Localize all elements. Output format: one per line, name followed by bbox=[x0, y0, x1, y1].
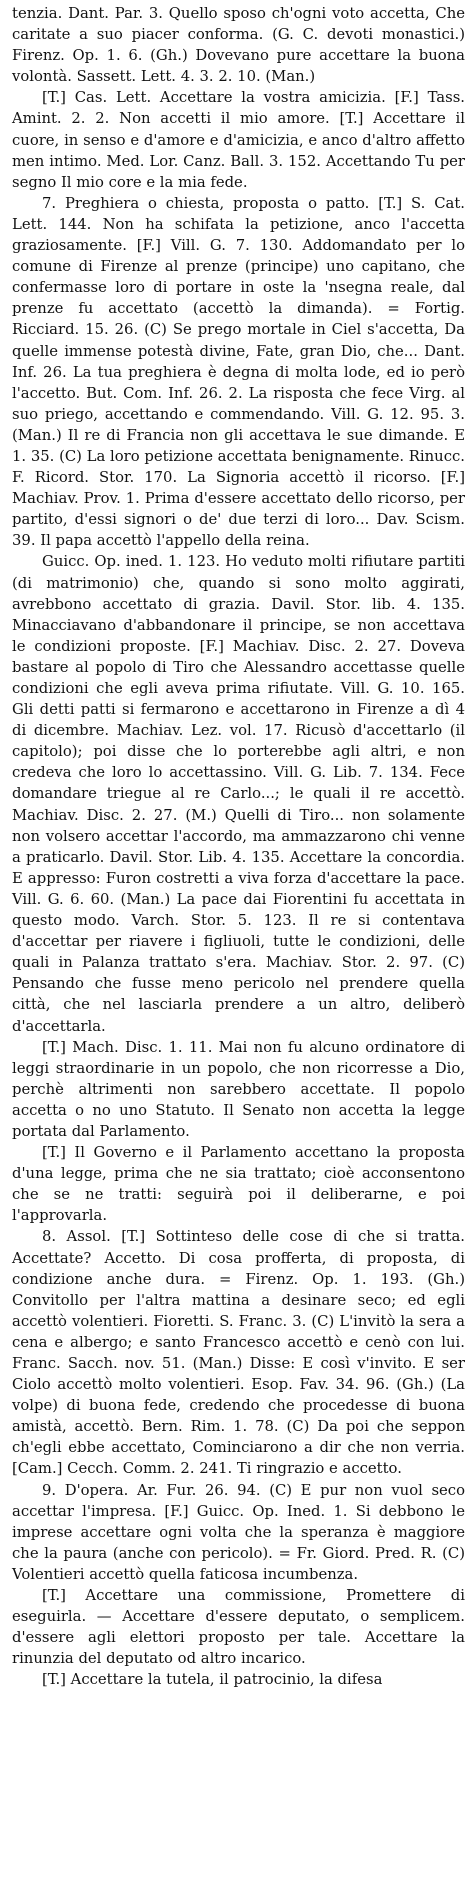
entry-paragraph: Guicc. Op. ined. 1. 123. Ho veduto molti rifiutare partiti (di matrimonio) che, quando si sono molto aggirati, avrebbono accettato di grazia. Davil. Stor. lib. 4. 135. Minacciavano d'abbandonare il principe, se non accettava le condizioni proposte. [F.] Machiav. Disc. 2. 27. Doveva bastare al popolo di Tiro che Alessandro accettasse quelle condizioni che egli aveva prima rifiutate. Vill. G. 10. 165. Gli detti patti si fermarono e accettarono in Firenze a dì 4 di dicembre. Machiav. Lez. vol. 17. Ricusò d'accettarlo (il capitolo); poi disse che lo porterebbe agli altri, e non credeva che loro lo accettassino. Vill. G. Lib. 7. 134. Fece domandare triegue al re Carlo...; le quali il re accettò. Machiav. Disc. 2. 27. (M.) Quelli di Tiro... non solamente non volsero accettar l'accordo, ma ammazzarono chi venne a praticarlo. Davil. Stor. Lib. 4. 135. Accettare la concordia. E appresso: Furon costretti a viva forza d'accettare la pace. Vill. G. 6. 60. (Man.) La pace dai Fiorentini fu accettata in questo modo. Varch. Stor. 5. 123. Il re si contentava d'accettar per riavere i figliuoli, tutte le condizioni, delle quali in Palanza trattato s'era. Machiav. Stor. 2. 97. (C) Pensando che fusse meno pericolo nel prendere quella città, che nel lasciarla prendere a un altro, deliberò d'accettarla. bbox=[12, 553, 465, 1035]
entry-paragraph: 8. Assol. [T.] Sottinteso delle cose di che si tratta. Accettate? Accetto. Di cosa profferta, di proposta, di condizione anche dura. = Firenz. Op. 1. 193. (Gh.) Convitollo per l'altra mattina a desinare seco; ed egli accettò volentieri. Fioretti. S. Franc. 3. (C) L'invitò la sera a cena e albergo; e santo Francesco accettò e cenò con lui. Franc. Sacch. nov. 51. (Man.) Disse: E così v'invito. E ser Ciolo accettò molto volentieri. Esop. Fav. 34. 96. (Gh.) (La volpe) di buona fede, credendo che procedesse di buona amistà, accettò. Bern. Rim. 1. 78. (C) Da poi che seppon ch'egli ebbe accettato, Cominciarono a dir che non verria. [Cam.] Cecch. Comm. 2. 241. Ti ringrazio e accetto. bbox=[12, 1228, 465, 1478]
entry-paragraph: tenzia. Dant. Par. 3. Quello sposo ch'ogni voto accetta, Che caritate a suo piacer conforma. (G. C. devoti monastici.) Firenz. Op. 1. 6. (Gh.) Dovevano pure accettare la buona volontà. Sassett. Lett. 4. 3. 2. 10. (Man.) bbox=[12, 5, 465, 86]
entry-paragraph: 9. D'opera. Ar. Fur. 26. 94. (C) E pur non vuol seco accettar l'impresa. [F.] Guicc. Op. Ined. 1. Si debbono le imprese accettare ogni volta che la speranza è maggiore che la paura (anche con pericolo). = Fr. Giord. Pred. R. (C) Volentieri accettò quella faticosa incumbenza. bbox=[12, 1481, 465, 1583]
entry-paragraph: [T.] Il Governo e il Parlamento accettano la proposta d'una legge, prima che ne sia trattato; cioè acconsentono che se ne tratti: seguirà poi il deliberarne, e poi l'approvarla. bbox=[12, 1144, 465, 1225]
entry-paragraph: [T.] Accettare la tutela, il patrocinio, la difesa bbox=[42, 1671, 383, 1689]
entry-paragraph: [T.] Cas. Lett. Accettare la vostra amicizia. [F.] Tass. Amint. 2. 2. Non accetti il mio amore. [T.] Accettare il cuore, in senso e d'amore e d'amicizia, e anco d'altro affetto men intimo. Med. Lor. Canz. Ball. 3. 152. Accettando Tu per segno Il mio core e la mia fede. bbox=[12, 89, 465, 191]
entry-paragraph: [T.] Mach. Disc. 1. 11. Mai non fu alcuno ordinatore di leggi straordinarie in un popolo, che non ricorresse a Dio, perchè altrimenti non sarebbero accettate. Il popolo accetta o no uno Statuto. Il Senato non accetta la legge portata dal Parlamento. bbox=[12, 1038, 465, 1140]
entry-paragraph: 7. Preghiera o chiesta, proposta o patto. [T.] S. Cat. Lett. 144. Non ha schifata la petizione, anco l'accetta graziosamente. [F.] Vill. G. 7. 130. Addomandato per lo comune di Firenze al prenze (principe) uno capitano, che confermasse loro di portare in oste la 'nsegna reale, dal prenze fu accettato (accettò la dimanda). = Fortig. Ricciard. 15. 26. (C) Se prego mortale in Ciel s'accetta, Da quelle immense potestà divine, Fate, gran Dio, che... Dant. Inf. 26. La tua preghiera è degna di molta lode, ed io però l'accetto. But. Com. Inf. 26. 2. La risposta che fece Virg. al suo priego, accettando e commendando. Vill. G. 12. 95. 3. (Man.) Il re di Francia non gli accettava le sue dimande. E 1. 35. (C) La loro petizione accettata benignamente. Rinucc. F. Ricord. Stor. 170. La Signoria accettò il ricorso. [F.] Machiav. Prov. 1. Prima d'essere accettato dello ricorso, per partito, d'essi signori o de' due terzi di loro... Dav. Scism. 39. Il papa accettò l'appello della reina. bbox=[12, 194, 465, 550]
entry-paragraph: [T.] Accettare una commissione, Promettere di eseguirla. — Accettare d'essere deputato, o semplicem. d'essere agli elettori proposto per tale. Accettare la rinunzia del deputato od altro incarico. bbox=[12, 1587, 465, 1668]
